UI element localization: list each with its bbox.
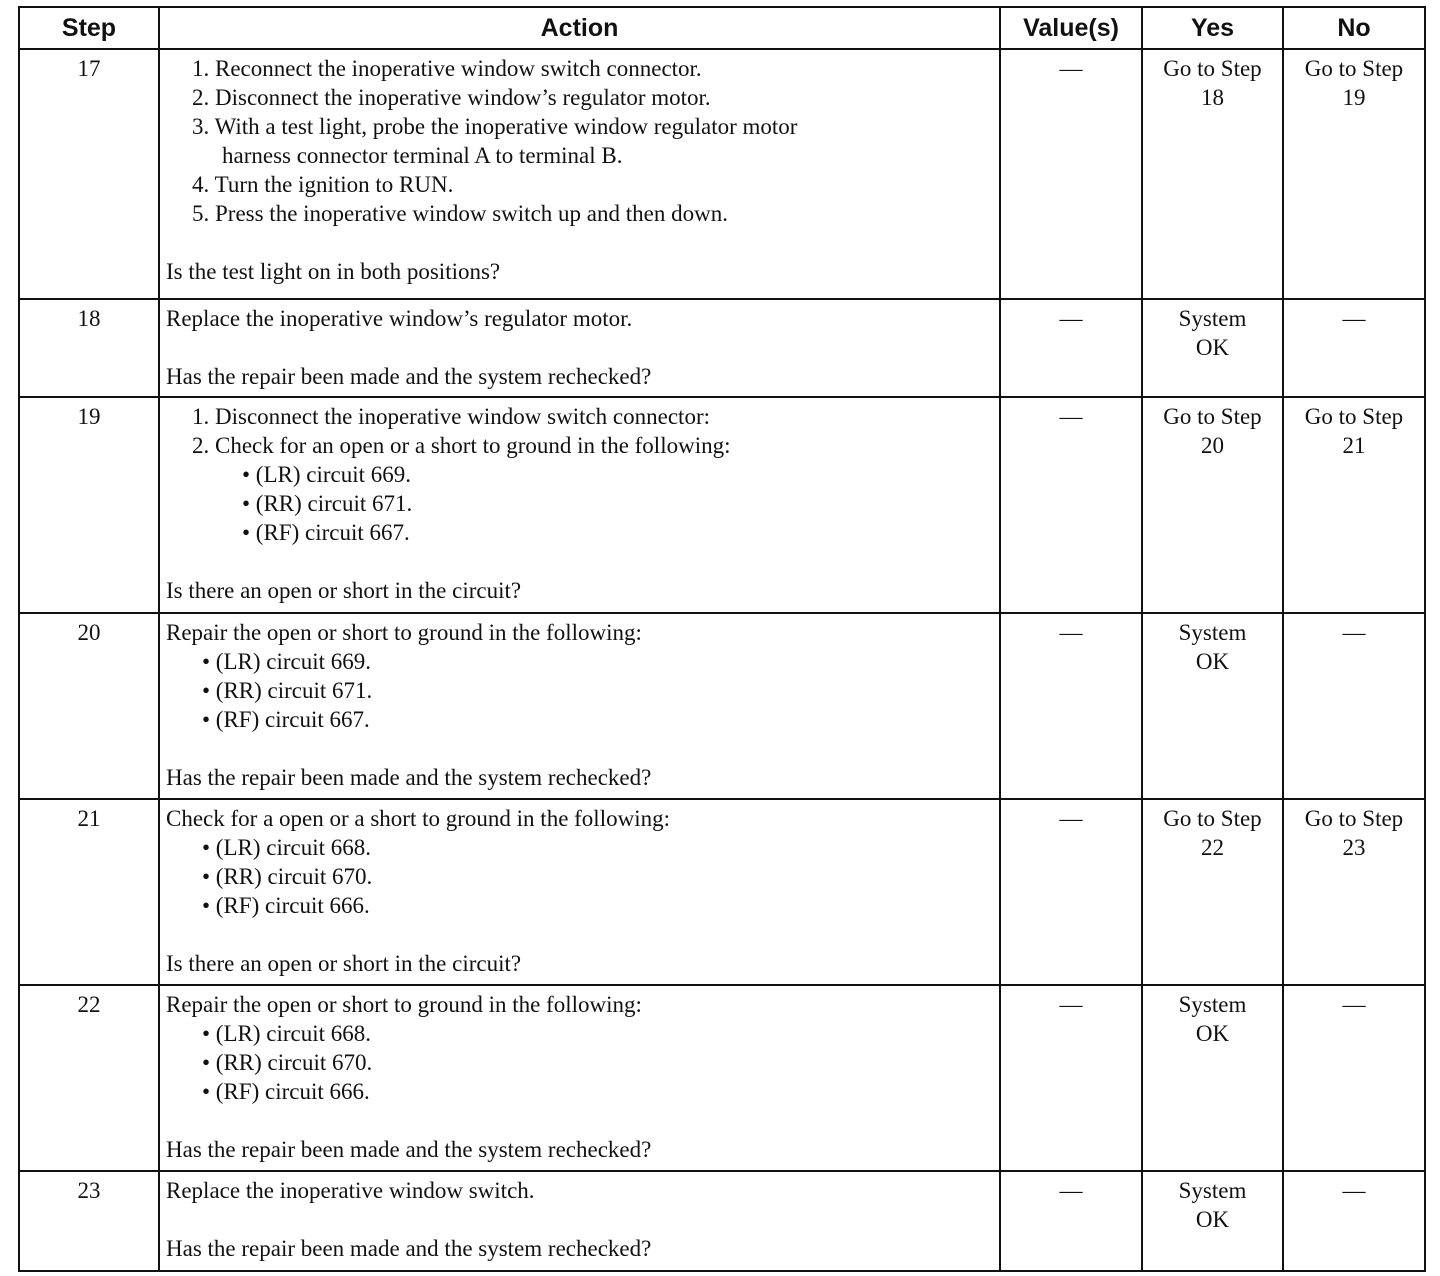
yes-text: System (1178, 992, 1247, 1017)
action-bullet: • (RR) circuit 670. (202, 864, 373, 889)
step-number: 18 (19, 299, 159, 397)
no-cell: — (1283, 299, 1425, 397)
action-line: Replace the inoperative window switch. (166, 1178, 535, 1203)
yes-text: System (1178, 306, 1247, 331)
value-cell: — (1000, 299, 1142, 397)
no-text: Go to Step (1304, 56, 1404, 81)
value-cell: — (1000, 397, 1142, 613)
header-yes: Yes (1142, 7, 1283, 49)
no-cell: — (1283, 985, 1425, 1171)
yes-text: OK (1195, 335, 1230, 360)
action-bullet: • (LR) circuit 669. (242, 462, 412, 487)
action-bullet: • (RF) circuit 666. (202, 1079, 370, 1104)
table-row (19, 613, 1425, 799)
no-cell (1283, 49, 1425, 299)
action-question: Has the repair been made and the system rechecked? (166, 1137, 652, 1162)
value-cell: — (1000, 613, 1142, 799)
diagnostic-table (18, 6, 1426, 1272)
yes-cell (1142, 299, 1283, 397)
no-cell: — (1283, 1171, 1425, 1271)
no-text: Go to Step (1304, 806, 1404, 831)
action-line: 4. Turn the ignition to RUN. (192, 172, 454, 197)
yes-cell (1142, 397, 1283, 613)
yes-step: 20 (1201, 433, 1224, 458)
yes-text: System (1178, 620, 1247, 645)
no-cell (1283, 799, 1425, 985)
action-line: harness connector terminal A to terminal B. (222, 143, 623, 168)
action-line: 2. Disconnect the inoperative window’s regulator motor. (192, 85, 711, 110)
step-number: 19 (19, 397, 159, 613)
value-cell: — (1000, 799, 1142, 985)
header-step: Step (19, 7, 159, 49)
yes-text: OK (1195, 1207, 1230, 1232)
action-cell (159, 799, 1000, 985)
header-row (19, 7, 1425, 49)
action-line: 5. Press the inoperative window switch up and then down. (192, 201, 728, 226)
action-line: 1. Disconnect the inoperative window switch connector: (192, 404, 710, 429)
action-cell (159, 49, 1000, 299)
action-cell (159, 613, 1000, 799)
step-number: 21 (19, 799, 159, 985)
table-row (19, 1171, 1425, 1271)
value-cell: — (1000, 1171, 1142, 1271)
action-bullet: • (RR) circuit 671. (242, 491, 413, 516)
action-question: Has the repair been made and the system rechecked? (166, 765, 652, 790)
action-cell (159, 397, 1000, 613)
action-bullet: • (LR) circuit 668. (202, 835, 372, 860)
no-cell (1283, 397, 1425, 613)
no-cell: — (1283, 613, 1425, 799)
yes-text: Go to Step (1163, 56, 1262, 81)
action-bullet: • (RR) circuit 671. (202, 678, 373, 703)
yes-text: System (1178, 1178, 1247, 1203)
action-line: Repair the open or short to ground in the following: (166, 992, 642, 1017)
step-number: 17 (19, 49, 159, 299)
table-row (19, 49, 1425, 299)
action-question: Is there an open or short in the circuit? (166, 578, 522, 603)
yes-text: OK (1195, 1021, 1230, 1046)
step-number: 23 (19, 1171, 159, 1271)
table-row (19, 799, 1425, 985)
no-text: Go to Step (1304, 404, 1404, 429)
action-question: Has the repair been made and the system rechecked? (166, 364, 652, 389)
yes-cell (1142, 1171, 1283, 1271)
action-line: 1. Reconnect the inoperative window switch connector. (192, 56, 702, 81)
table-row (19, 299, 1425, 397)
action-line: 3. With a test light, probe the inoperative window regulator motor (192, 114, 798, 139)
action-bullet: • (RF) circuit 667. (242, 520, 410, 545)
action-cell (159, 299, 1000, 397)
step-number: 20 (19, 613, 159, 799)
action-line: Repair the open or short to ground in the following: (166, 620, 642, 645)
action-bullet: • (RF) circuit 666. (202, 893, 370, 918)
action-bullet: • (LR) circuit 668. (202, 1021, 372, 1046)
table-row (19, 397, 1425, 613)
yes-step: 22 (1201, 835, 1224, 860)
yes-text: Go to Step (1163, 404, 1262, 429)
action-question: Is the test light on in both positions? (166, 259, 501, 284)
action-bullet: • (LR) circuit 669. (202, 649, 372, 674)
no-step: 23 (1342, 835, 1366, 860)
action-bullet: • (RR) circuit 670. (202, 1050, 373, 1075)
yes-cell (1142, 613, 1283, 799)
action-question: Is there an open or short in the circuit? (166, 951, 522, 976)
action-line: Check for a open or a short to ground in the following: (166, 806, 670, 831)
yes-text: OK (1195, 649, 1230, 674)
action-cell (159, 1171, 1000, 1271)
action-question: Has the repair been made and the system rechecked? (166, 1236, 652, 1261)
yes-cell (1142, 985, 1283, 1171)
header-values: Value(s) (1000, 7, 1142, 49)
header-no: No (1283, 7, 1425, 49)
no-step: 19 (1342, 85, 1366, 110)
action-line: 2. Check for an open or a short to ground in the following: (192, 433, 731, 458)
action-line: Replace the inoperative window’s regulator motor. (166, 306, 633, 331)
action-bullet: • (RF) circuit 667. (202, 707, 370, 732)
no-step: 21 (1342, 433, 1366, 458)
step-number: 22 (19, 985, 159, 1171)
yes-cell (1142, 799, 1283, 985)
value-cell: — (1000, 49, 1142, 299)
yes-step: 18 (1201, 85, 1224, 110)
action-cell (159, 985, 1000, 1171)
yes-text: Go to Step (1163, 806, 1262, 831)
table-row (19, 985, 1425, 1171)
yes-cell (1142, 49, 1283, 299)
header-action: Action (159, 7, 1000, 49)
value-cell: — (1000, 985, 1142, 1171)
